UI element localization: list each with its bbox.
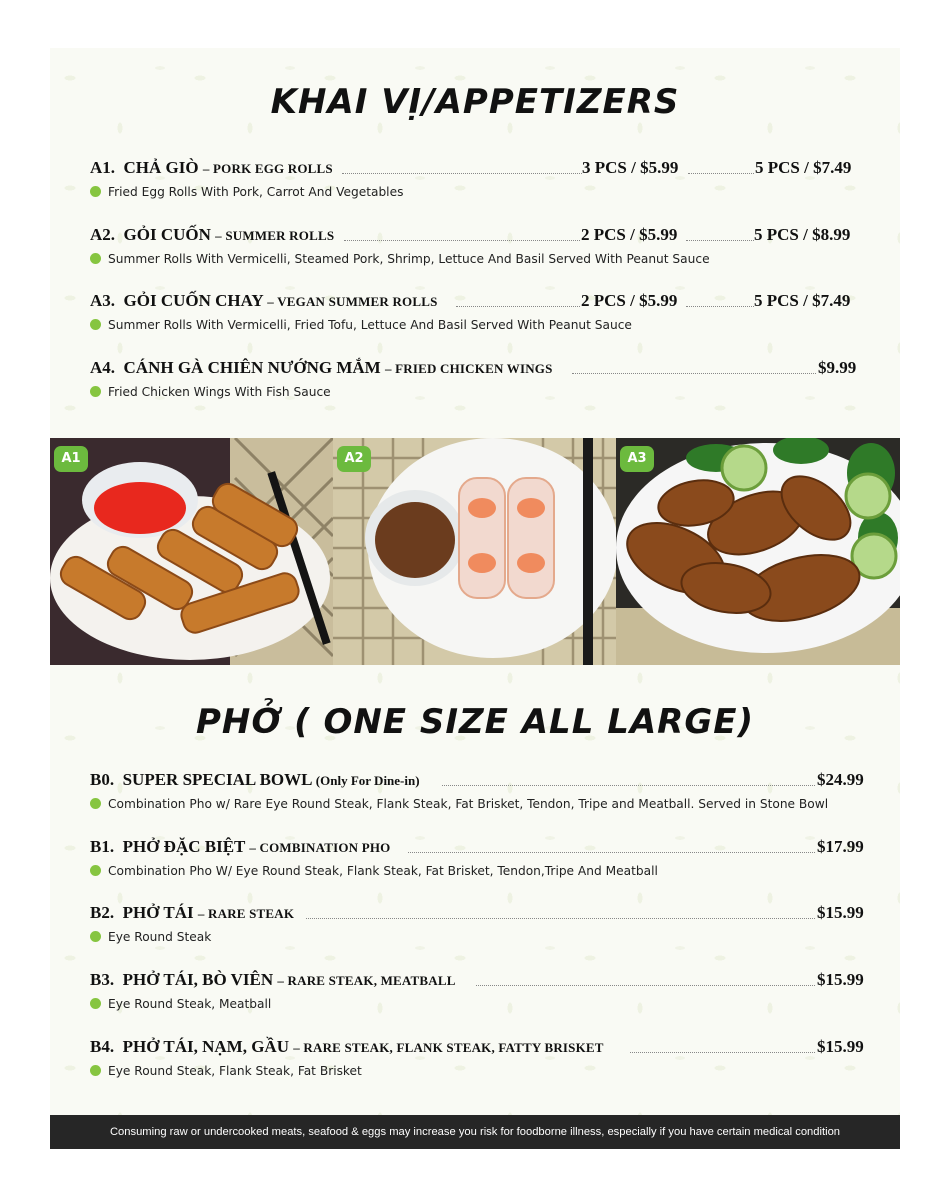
bullet-icon: [90, 998, 101, 1009]
menu-item-a2: [90, 224, 860, 268]
menu-item-a3: [90, 290, 860, 334]
item-name: B3. PHỞ TÁI, BÒ VIÊN – RARE STEAK, MEATBALL: [90, 970, 456, 989]
item-price-small: 2 PCS / $5.99: [581, 291, 678, 310]
bullet-icon: [90, 186, 101, 197]
item-price-large: 5 PCS / $7.49: [755, 158, 852, 177]
bullet-icon: [90, 865, 101, 876]
menu-item-b4: [90, 1036, 870, 1080]
pho-title: PHỞ ( ONE SIZE ALL LARGE): [195, 702, 755, 742]
item-price-small: 3 PCS / $5.99: [582, 158, 679, 177]
item-name: A2. GỎI CUỐN – SUMMER ROLLS: [90, 225, 335, 244]
item-description: Combination Pho W/ Eye Round Steak, Flank Steak, Fat Brisket, Tendon,Tripe And Meatball: [108, 864, 658, 878]
item-price-small: 2 PCS / $5.99: [581, 225, 678, 244]
item-description: Fried Egg Rolls With Pork, Carrot And Vegetables: [108, 185, 404, 199]
egg-rolls-photo: [50, 438, 333, 665]
item-description: Eye Round Steak, Flank Steak, Fat Brisket: [108, 1064, 362, 1078]
item-description: Summer Rolls With Vermicelli, Fried Tofu, Lettuce And Basil Served With Peanut Sauce: [108, 318, 632, 332]
item-price: $17.99: [817, 837, 864, 856]
bullet-icon: [90, 319, 101, 330]
photo-strip: [50, 438, 900, 665]
item-price: $24.99: [817, 770, 864, 789]
item-price: $15.99: [817, 1037, 864, 1056]
chicken-wings-photo: [616, 438, 900, 665]
summer-rolls-photo: [333, 438, 616, 665]
item-price-large: 5 PCS / $7.49: [754, 291, 851, 310]
photo-badge: A2: [337, 446, 371, 472]
bullet-icon: [90, 386, 101, 397]
item-description: Combination Pho w/ Rare Eye Round Steak, Flank Steak, Fat Brisket, Tendon, Tripe and Meatball. Served in Stone Bowl: [108, 797, 829, 811]
item-name: B4. PHỞ TÁI, NẠM, GẦU – RARE STEAK, FLANK STEAK, FATTY BRISKET: [90, 1037, 604, 1056]
photo-badge: A1: [54, 446, 88, 472]
menu-item-a4: [90, 357, 860, 401]
bullet-icon: [90, 931, 101, 942]
item-name: A4. CÁNH GÀ CHIÊN NƯỚNG MẮM – FRIED CHICKEN WINGS: [90, 358, 553, 377]
item-name: B2. PHỞ TÁI – RARE STEAK: [90, 903, 295, 922]
menu-item-b3: [90, 969, 870, 1013]
item-price: $15.99: [817, 903, 864, 922]
menu-item-b2: [90, 902, 870, 946]
menu-item-b0: [90, 769, 870, 813]
photo-badge: A3: [620, 446, 654, 472]
item-price: $15.99: [817, 970, 864, 989]
menu-item-a1: [90, 157, 860, 201]
item-price-large: 5 PCS / $8.99: [754, 225, 851, 244]
item-name: A3. GỎI CUỐN CHAY – VEGAN SUMMER ROLLS: [90, 291, 438, 310]
bullet-icon: [90, 798, 101, 809]
bullet-icon: [90, 253, 101, 264]
appetizers-title: KHAI VỊ/APPETIZERS: [270, 82, 680, 122]
item-description: Fried Chicken Wings With Fish Sauce: [108, 385, 331, 399]
food-safety-disclaimer: Consuming raw or undercooked meats, seafood & eggs may increase you risk for foodborne illness, especially if you have certain medical condition: [50, 1115, 900, 1149]
item-name: B0. SUPER SPECIAL BOWL (Only For Dine-in): [90, 770, 420, 789]
item-description: Eye Round Steak: [108, 930, 212, 944]
item-name: A1. CHẢ GIÒ – PORK EGG ROLLS: [90, 158, 333, 177]
item-price: $9.99: [818, 358, 857, 377]
item-description: Eye Round Steak, Meatball: [108, 997, 272, 1011]
bullet-icon: [90, 1065, 101, 1076]
menu-item-b1: [90, 836, 870, 880]
item-name: B1. PHỞ ĐẶC BIỆT – COMBINATION PHO: [90, 837, 391, 856]
item-description: Summer Rolls With Vermicelli, Steamed Pork, Shrimp, Lettuce And Basil Served With Peanut Sauce: [108, 252, 710, 266]
